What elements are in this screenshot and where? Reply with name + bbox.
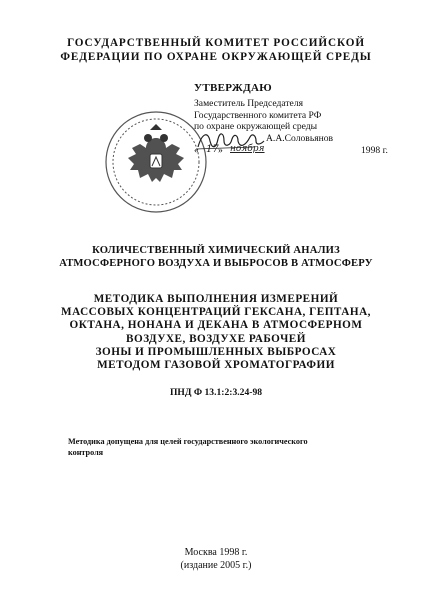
approval-position-line-1: Заместитель Председателя xyxy=(194,97,304,109)
approval-position-line-3: по охране окружающей среды xyxy=(194,121,318,133)
approval-note xyxy=(68,436,408,458)
method-title-line: ВОЗДУХЕ, ВОЗДУХЕ РАБОЧЕЙ xyxy=(126,332,306,345)
subject-line-2: АТМОСФЕРНОГО ВОЗДУХА И ВЫБРОСОВ В АТМОСФЕРУ xyxy=(59,258,373,269)
method-title-line: МЕТОДОМ ГАЗОВОЙ ХРОМАТОГРАФИИ xyxy=(97,359,335,372)
date-quote-open: « xyxy=(194,145,199,157)
approval-note-line-1: Методика допущена для целей государственного экологического xyxy=(68,437,308,446)
date-quote-close: » xyxy=(218,145,223,157)
date-month: ноября xyxy=(230,144,265,155)
method-title-line: ЗОНЫ И ПРОМЫШЛЕННЫХ ВЫБРОСАХ xyxy=(95,345,337,358)
publication-city-year: Москва 1998 г. xyxy=(184,547,248,558)
method-title-line: ОКТАНА, НОНАНА И ДЕКАНА В АТМОСФЕРНОМ xyxy=(69,319,363,332)
document-code: ПНД Ф 13.1:2:3.24-98 xyxy=(169,387,263,398)
approval-heading: УТВЕРЖДАЮ xyxy=(194,82,272,94)
date-day: 17 xyxy=(206,144,219,156)
subject-line-1: КОЛИЧЕСТВЕННЫЙ ХИМИЧЕСКИЙ АНАЛИЗ xyxy=(92,245,340,256)
approval-note-line-2: контроля xyxy=(68,448,104,457)
approval-position-line-2: Государственного комитета РФ xyxy=(194,109,322,121)
date-year: 1998 г. xyxy=(361,145,388,157)
signer-name: А.А.Соловьянов xyxy=(266,133,334,145)
publication-edition: (издание 2005 г.) xyxy=(180,560,252,571)
committee-line-1: ГОСУДАРСТВЕННЫЙ КОМИТЕТ РОССИЙСКОЙ xyxy=(67,37,365,49)
committee-line-2: ФЕДЕРАЦИИ ПО ОХРАНЕ ОКРУЖАЮЩЕЙ СРЕДЫ xyxy=(60,51,372,63)
committee-header xyxy=(0,36,432,64)
publication-footer xyxy=(0,546,432,572)
handwritten-signature xyxy=(194,127,274,153)
subject-heading xyxy=(0,244,432,270)
method-title xyxy=(0,293,432,372)
method-title-line: МЕТОДИКА ВЫПОЛНЕНИЯ ИЗМЕРЕНИЙ xyxy=(93,293,339,305)
method-title-line: МАССОВЫХ КОНЦЕНТРАЦИЙ ГЕКСАНА, ГЕПТАНА, xyxy=(61,306,371,319)
